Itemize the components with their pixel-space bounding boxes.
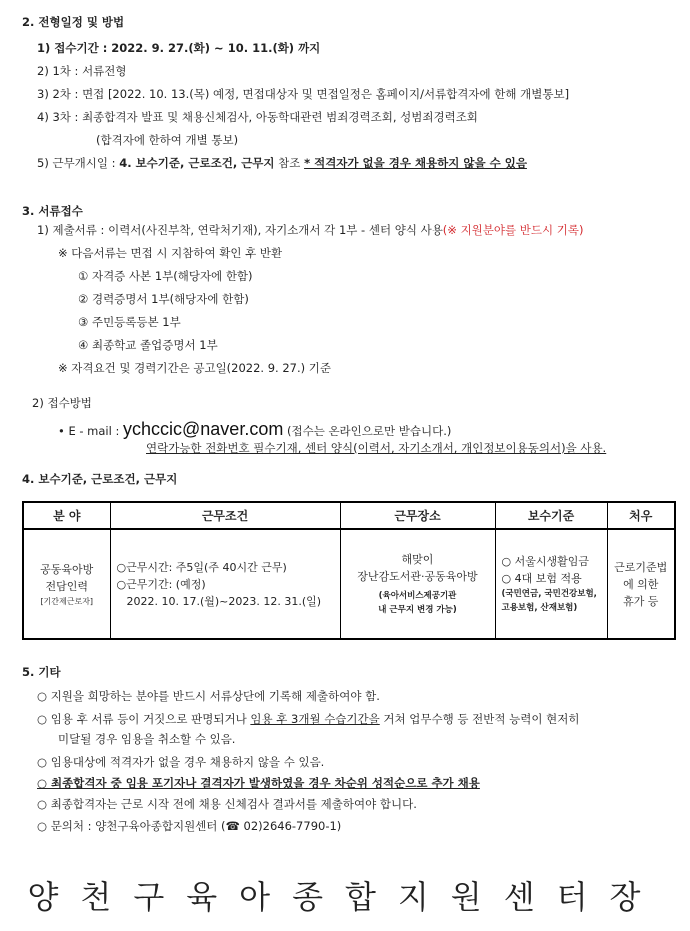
benefits-line-1: 근로기준법 [614, 560, 668, 574]
doc-item-3: ③ 주민등록등본 1부 [78, 315, 181, 329]
issuer-signature: 양천구육아종합지원센터장 [27, 878, 663, 916]
interview-docs-note: ※ 다음서류는 면접 시 지참하여 확인 후 반환 [58, 246, 283, 260]
misc-item-2 [37, 711, 579, 727]
misc-item-2-c: 거쳐 업무수행 등 전반적 능력이 현저히 [379, 712, 580, 726]
insurance-detail-2: 고용보험, 산재보험) [501, 603, 578, 613]
field-line-1: 공동육아방 [40, 562, 94, 576]
email-note: (접수는 온라인으로만 받습니다.) [286, 424, 452, 438]
header-benefits: 처우 [607, 502, 675, 529]
field-line-2: 전담인력 [45, 579, 88, 593]
section-5-title: 5. 기타 [22, 665, 61, 679]
work-period-label: ○근무기간: (예정) [116, 577, 206, 591]
benefits-line-2: 에 의한 [623, 577, 659, 591]
required-documents-text: 1) 제출서류 : 이력서(사진부착, 연락처기재), 자기소개서 각 1부 - 센터 양식 사용 [37, 223, 443, 237]
stage-2: 3) 2차 : 면접 [2022. 10. 13.(목) 예정, 면접대상자 및 면접일정은 홈페이지/서류합격자에 한해 개별통보] [37, 87, 570, 101]
field-employment-type: [기간제근로자] [40, 596, 94, 606]
email-line [58, 419, 451, 441]
misc-item-3: ○ 임용대상에 적격자가 없을 경우 채용하지 않을 수 있음. [37, 755, 325, 769]
start-date-ref: 4. 보수기준, 근로조건, 근무지 [119, 156, 275, 170]
doc-item-1: ① 자격증 사본 1부(해당자에 한함) [78, 269, 253, 283]
application-period: 1) 접수기간 : 2022. 9. 27.(화) ~ 10. 11.(화) 까지 [37, 41, 321, 55]
stage-3: 4) 3차 : 최종합격자 발표 및 채용신체검사, 아동학대관련 범죄경력조회, 성범죄경력조회 [37, 110, 478, 124]
probation-period: 임용 후 3개월 수습기간을 [250, 712, 380, 726]
required-documents-note: (※ 지원분야를 반드시 기록) [442, 223, 584, 237]
email-address[interactable]: ychccic@naver.com [123, 419, 284, 439]
required-documents [37, 222, 583, 238]
section-4-title: 4. 보수기준, 근로조건, 근무지 [22, 472, 178, 486]
table-row [23, 529, 675, 639]
misc-item-1: ○ 지원을 희망하는 분야를 반드시 서류상단에 기록해 제출하여야 함. [37, 689, 380, 703]
submission-requirements: 연락가능한 전화번호 필수기재, 센터 양식(이력서, 자기소개서, 개인정보이용동의서)을 사용. [146, 441, 607, 455]
stage-1: 2) 1차 : 서류전형 [37, 64, 127, 78]
doc-item-2: ② 경력증명서 1부(해당자에 한함) [78, 292, 249, 306]
start-date-line [37, 155, 527, 171]
cell-location [340, 529, 495, 639]
submission-method-title: 2) 접수방법 [32, 396, 92, 410]
email-label: • E - mail : [58, 424, 120, 438]
start-date-label: 5) 근무개시일 : [37, 156, 120, 170]
pay-living-wage: ○ 서울시생활임금 [501, 555, 589, 568]
pay-insurance: ○ 4대 보험 적용 [501, 572, 582, 585]
misc-item-4: ○ 최종합격자 중 임용 포기자나 결격자가 발생하였을 경우 차순위 성적순으로 추가 채용 [37, 776, 480, 790]
work-hours: ○근무시간: 주5일(주 40시간 근무) [116, 560, 287, 574]
misc-item-2-cont: 미달될 경우 임용을 취소할 수 있음. [58, 732, 236, 746]
section-3-title: 3. 서류접수 [22, 204, 83, 218]
stage-3-note: (합격자에 한하여 개별 통보) [96, 133, 239, 147]
misc-item-5: ○ 최종합격자는 근로 시작 전에 채용 신체검사 결과서를 제출하여야 합니다. [37, 797, 417, 811]
location-line-2: 장난감도서관·공동육아방 [357, 570, 478, 583]
cell-pay [495, 529, 607, 639]
misc-item-2-a: ○ 임용 후 서류 등이 거짓으로 판명되거나 [37, 712, 251, 726]
benefits-line-3: 휴가 등 [623, 594, 659, 608]
work-conditions-table [22, 501, 676, 640]
contact-info: ○ 문의처 : 양천구육아종합지원센터 (☎ 02)2646-7790-1) [37, 819, 342, 833]
header-field: 분 야 [23, 502, 110, 529]
section-2-title: 2. 전형일정 및 방법 [22, 15, 125, 29]
location-note-2: 내 근무지 변경 가능) [378, 605, 457, 615]
insurance-detail-1: (국민연금, 국민건강보험, [501, 589, 597, 599]
cell-benefits [607, 529, 675, 639]
cell-field [23, 529, 110, 639]
work-period-dates: 2022. 10. 17.(월)~2023. 12. 31.(일) [126, 594, 322, 608]
location-line-1: 해맞이 [401, 553, 434, 566]
qualification-basis-note: ※ 자격요건 및 경력기간은 공고일(2022. 9. 27.) 기준 [58, 361, 332, 375]
doc-item-4: ④ 최종학교 졸업증명서 1부 [78, 338, 218, 352]
header-conditions: 근무조건 [110, 502, 340, 529]
cell-conditions [110, 529, 340, 639]
start-date-ref-suffix: 참조 [274, 156, 305, 170]
header-location: 근무장소 [340, 502, 495, 529]
table-header-row [23, 502, 675, 529]
location-note-1: (육아서비스제공기관 [378, 591, 457, 601]
header-pay: 보수기준 [495, 502, 607, 529]
start-date-warning: * 적격자가 없을 경우 채용하지 않을 수 있음 [304, 156, 527, 170]
